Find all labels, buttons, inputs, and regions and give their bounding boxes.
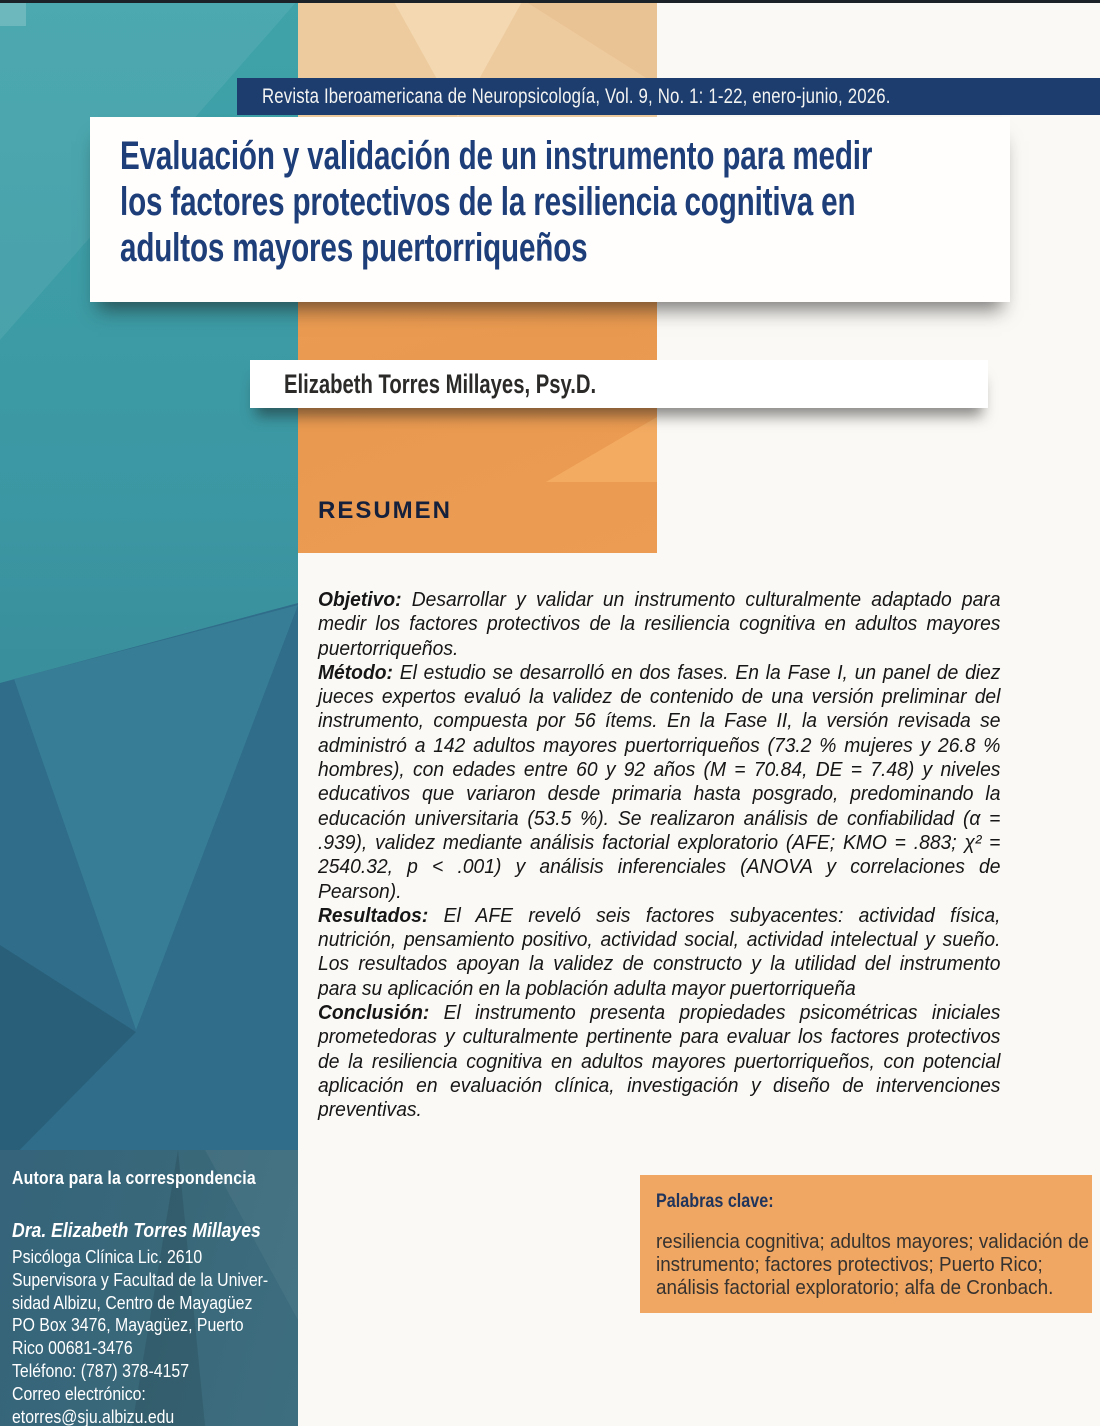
abstract-objetivo-label: Objetivo: — [318, 588, 402, 611]
keywords-heading: Palabras clave: — [656, 1191, 774, 1212]
abstract-conclusion-label: Conclusión: — [318, 1001, 430, 1025]
keywords-box — [640, 1175, 1092, 1313]
title-line-1: Evaluación y validación de un instrumento para medir — [120, 134, 873, 178]
correspondence-line-5: Rico 00681-3476 — [12, 1338, 133, 1359]
abstract-metodo-text: El estudio se desarrolló en dos fases. En la Fase I, un panel de diez jueces expertos evaluó la validez de contenido de una versión preliminar del instrumento, compuesta por 56 ítems. En la Fase II, la versión revisada se administró a 142 adultos mayores puertorriqueños (73.2 % mujeres y 26.8 % hombres), con edades entre 60 y 92 años (M = 70.84, DE = 7.48) y niveles educativos que variaron desde primaria hasta posgrado, predominando la educación universitaria (53.5 %). Se realizaron análisis de confiabilidad (α = .939), validez mediante análisis factorial exploratorio (AFE; KMO = .883; χ² = 2540.32, p < .001) y análisis inferenciales (ANOVA y correlaciones de Pearson). — [318, 660, 1001, 903]
correspondence-email: etorres@sju.albizu.edu — [12, 1406, 175, 1426]
correspondence-heading: Autora para la correspondencia — [12, 1168, 256, 1188]
abstract-conclusion-text: El instrumento presenta propiedades psicométricas iniciales prometedoras y culturalmente pertinente para evaluar los factores protectivos de la resiliencia cognitiva en adultos mayores puertorriqueños, con potencial aplicación en evaluación clínica, investigación y diseño de intervenciones preventivas. — [318, 1001, 1001, 1122]
author-band — [250, 360, 988, 408]
abstract-metodo — [318, 661, 1000, 904]
abstract-conclusion — [318, 1001, 1000, 1122]
keywords-text: resiliencia cognitiva; adultos mayores; validación de instrumento; factores protectivos; Puerto Rico; análisis factorial exploratorio; alfa de Cronbach. — [656, 1230, 1089, 1299]
article-title — [120, 133, 873, 271]
correspondence-line-3: sidad Albizu, Centro de Mayagüez — [12, 1292, 253, 1313]
abstract-metodo-label: Método: — [318, 660, 393, 684]
correspondence-line-2: Supervisora y Facultad de la Univer- — [12, 1269, 269, 1290]
correspondence-author-name: Dra. Elizabeth Torres Millayes — [12, 1220, 261, 1242]
abstract-heading: RESUMEN — [318, 497, 453, 524]
correspondence-address — [12, 1246, 276, 1426]
abstract-resultados — [318, 904, 1000, 1001]
correspondence-line-7: Correo electrónico: — [12, 1383, 146, 1404]
journal-citation: Revista Iberoamericana de Neuropsicología, Vol. 9, No. 1: 1-22, enero-junio, 2026. — [262, 84, 891, 108]
journal-header-bar — [237, 78, 1100, 115]
title-line-3: adultos mayores puertorriqueños — [120, 226, 588, 270]
author-name: Elizabeth Torres Millayes, Psy.D. — [284, 368, 597, 399]
correspondence-line-4: PO Box 3476, Mayagüez, Puerto — [12, 1315, 244, 1336]
correspondence-block — [12, 1168, 276, 1426]
abstract-objetivo-text: Desarrollar y validar un instrumento culturalmente adaptado para medir los factores protectivos de la resiliencia cognitiva en adultos mayores puertorriqueños. — [318, 588, 1001, 660]
teal-facet-corner — [0, 0, 26, 26]
title-line-2: los factores protectivos de la resiliencia cognitiva en — [120, 180, 856, 224]
title-block — [90, 117, 1010, 302]
abstract-objetivo — [318, 588, 1000, 661]
correspondence-line-1: Psicóloga Clínica Lic. 2610 — [12, 1247, 203, 1267]
abstract-body — [318, 588, 1000, 1123]
page-top-border — [0, 0, 1100, 3]
correspondence-line-6: Teléfono: (787) 378-4157 — [12, 1360, 190, 1381]
abstract-resultados-text: El AFE reveló seis factores subyacentes: actividad física, nutrición, pensamiento positivo, actividad social, actividad intelectual y sueño. Los resultados apoyan la validez de constructo y la utilidad del instrumento para su aplicación en la población adulta mayor puertorriqueña — [318, 903, 1001, 1000]
abstract-resultados-label: Resultados: — [318, 903, 429, 927]
